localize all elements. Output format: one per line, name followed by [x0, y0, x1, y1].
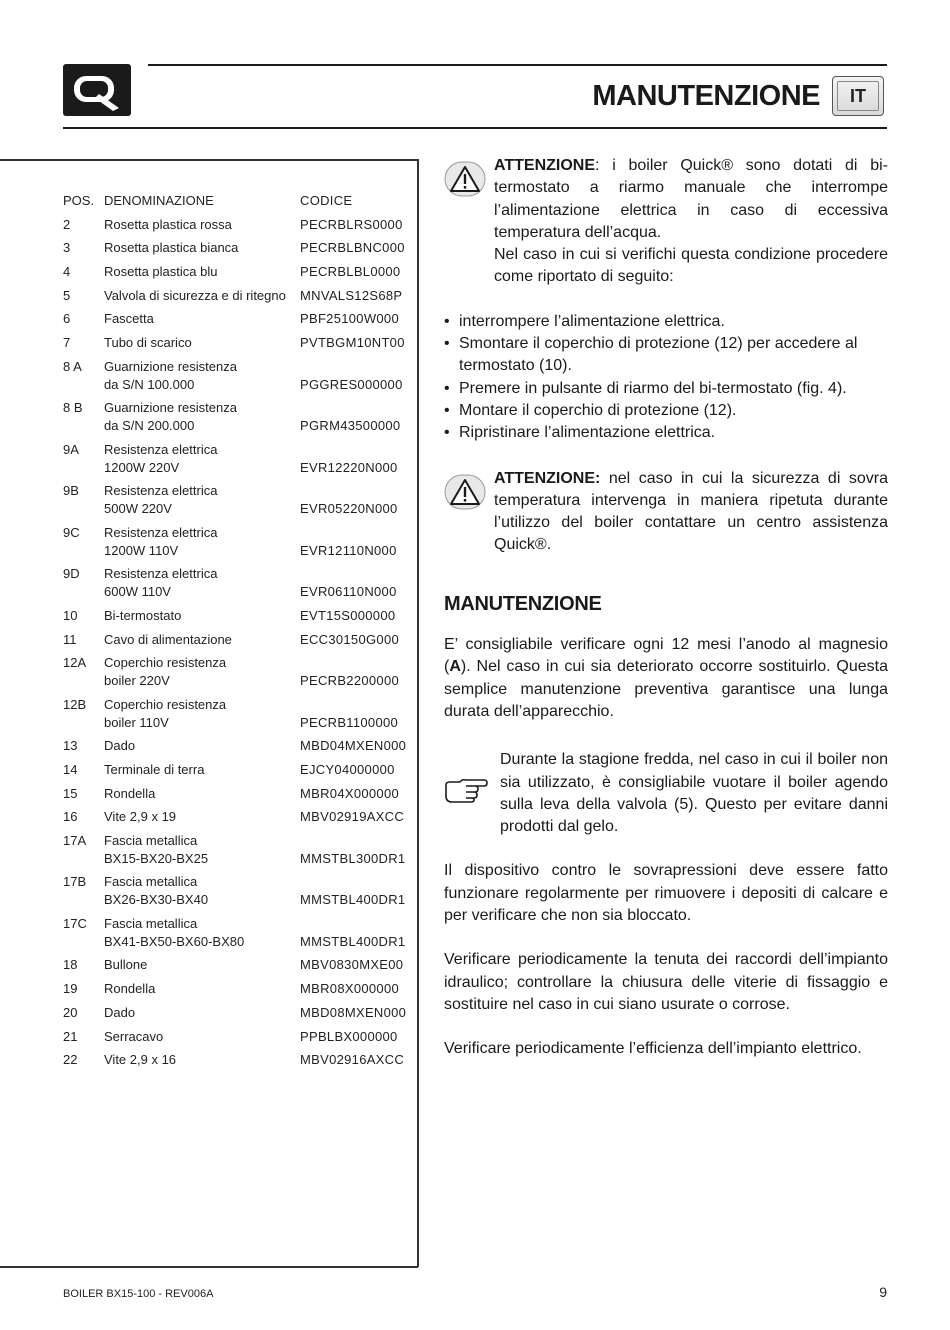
table-row	[63, 915, 406, 957]
part-code: MMSTBL400DR1	[300, 933, 406, 949]
part-name: Rondella	[104, 785, 156, 801]
part-position: 17B	[63, 874, 87, 890]
table-row	[63, 631, 403, 655]
part-code: PPBLBX000000	[300, 1028, 398, 1044]
part-position: 22	[63, 1052, 78, 1068]
part-name: Tubo di scarico	[104, 335, 192, 351]
part-name: Dado	[104, 738, 136, 754]
table-row	[63, 1004, 407, 1028]
table-row	[63, 1028, 403, 1052]
part-position: 9D	[63, 566, 80, 582]
table-frame	[0, 159, 418, 161]
part-position: 6	[63, 311, 71, 327]
part-name: Cavo di alimentazione	[104, 631, 232, 647]
part-code: EVR12220N000	[300, 459, 398, 475]
column-header-name: DENOMINAZIONE	[104, 193, 214, 208]
part-position: 10	[63, 607, 78, 623]
list-item: • Montare il coperchio di protezione (12).	[444, 400, 888, 422]
part-code: EVR12110N000	[300, 542, 397, 558]
part-position: 5	[63, 287, 71, 303]
paragraph: E’ consigliabile verificare ogni 12 mesi l’anodo al magnesio (A). Nel caso in cui sia deteriorato occorre sostituirlo. Questa semplice manutenzione preventiva garantisce una lunga durata dell’apparecchio.	[444, 636, 888, 720]
table-row	[63, 873, 406, 915]
part-code: MMSTBL400DR1	[300, 892, 406, 908]
part-name: Fascia metallica BX15-BX20-BX25	[104, 832, 209, 866]
part-code: PECRB1100000	[300, 714, 399, 730]
part-code: PECRBLRS0000	[300, 216, 403, 232]
part-position: 14	[63, 761, 78, 777]
quick-logo-icon	[63, 64, 131, 116]
table-row	[63, 358, 403, 400]
warning-block	[444, 155, 888, 289]
maintenance-content	[444, 155, 888, 1061]
part-code: PGRM43500000	[300, 418, 401, 434]
part-code: EJCY04000000	[300, 761, 395, 777]
header-rule	[63, 127, 887, 129]
warning-block	[444, 468, 888, 557]
table-row	[63, 441, 403, 483]
part-position: 9B	[63, 483, 79, 499]
part-code: MBV02916AXCC	[300, 1052, 405, 1068]
table-row	[63, 263, 403, 287]
part-position: 13	[63, 738, 78, 754]
table-row	[63, 287, 403, 311]
part-name: Resistenza elettrica 1200W 110V	[104, 524, 218, 558]
part-position: 2	[63, 216, 71, 232]
table-row	[63, 808, 403, 832]
part-code: PVTBGM10NT00	[300, 335, 405, 351]
part-position: 8 B	[63, 400, 83, 416]
document-id: BOILER BX15-100 - REV006A	[63, 1288, 214, 1300]
paragraph: Verificare periodicamente l’efficienza dell’impianto elettrico.	[444, 1040, 862, 1058]
language-badge-label: IT	[837, 81, 879, 111]
part-position: 20	[63, 1004, 78, 1020]
part-code: MNVALS12S68P	[300, 287, 403, 303]
table-row	[63, 980, 403, 1004]
part-position: 18	[63, 957, 78, 973]
part-code: ECC30150G000	[300, 631, 399, 647]
warning-triangle-icon	[444, 474, 486, 510]
part-name: Terminale di terra	[104, 761, 205, 777]
list-item: • Premere in pulsante di riarmo del bi-termostato (fig. 4).	[444, 378, 888, 400]
part-position: 16	[63, 809, 78, 825]
part-name: Resistenza elettrica 1200W 220V	[104, 441, 218, 475]
list-item: • Smontare il coperchio di protezione (12) per accedere al termostato (10).	[444, 333, 888, 378]
part-position: 12A	[63, 655, 87, 671]
note-block	[444, 749, 888, 838]
warning-label: ATTENZIONE:	[494, 469, 601, 487]
table-row	[63, 785, 403, 809]
warning-triangle-icon	[444, 161, 486, 197]
table-row	[63, 565, 403, 607]
part-name: Rosetta plastica blu	[104, 264, 218, 280]
part-name: Vite 2,9 x 19	[104, 809, 177, 825]
part-name: Valvola di sicurezza e di ritegno	[104, 287, 286, 303]
part-name: Bullone	[104, 957, 148, 973]
list-item: • interrompere l’alimentazione elettrica.	[444, 311, 888, 333]
part-code: MBV0830MXE00	[300, 957, 404, 973]
part-code: EVT15S000000	[300, 607, 396, 623]
table-row	[63, 482, 403, 524]
part-position: 8 A	[63, 358, 82, 374]
table-row	[63, 239, 403, 263]
table-frame	[417, 159, 419, 1267]
table-row	[63, 524, 403, 566]
part-code: PBF25100W000	[300, 311, 399, 327]
part-name: Rosetta plastica bianca	[104, 240, 239, 256]
part-code: MBR08X000000	[300, 981, 399, 997]
header-rule	[148, 64, 887, 66]
table-row	[63, 696, 403, 738]
paragraph: Il dispositivo contro le sovrapressioni deve essere fatto funzionare regolarmente per rimuovere i depositi di calcare e per verificare che non sia bloccato.	[444, 862, 888, 925]
part-name: Fascia metallica BX41-BX50-BX60-BX80	[104, 915, 245, 949]
table-row	[63, 956, 403, 980]
part-code: MMSTBL300DR1	[300, 850, 406, 866]
part-position: 15	[63, 785, 78, 801]
warning-text-2: Nel caso in cui si verifichi questa condizione procedere come riportato di seguito:	[494, 246, 888, 286]
table-frame	[0, 1266, 418, 1268]
paragraph: Verificare periodicamente la tenuta dei raccordi dell’impianto idraulico; controllare la chiusura delle viterie di fissaggio e sostituire nel caso in cui siano usurate o corrose.	[444, 951, 888, 1013]
part-name: Resistenza elettrica 600W 110V	[104, 566, 218, 600]
part-code: MBD08MXEN000	[300, 1004, 407, 1020]
part-code: MBV02919AXCC	[300, 809, 405, 825]
part-name: Coperchio resistenza boiler 220V	[104, 655, 227, 689]
part-name: Rosetta plastica rossa	[104, 216, 232, 232]
table-row	[63, 607, 403, 631]
part-position: 17A	[63, 832, 87, 848]
parts-table	[63, 192, 407, 1075]
part-name: Bi-termostato	[104, 607, 182, 623]
part-position: 12B	[63, 696, 87, 712]
table-row	[63, 310, 403, 334]
part-code: EVR05220N000	[300, 501, 398, 517]
part-position: 17C	[63, 915, 87, 931]
part-name: Fascia metallica BX26-BX30-BX40	[104, 874, 209, 908]
part-code: PECRBLBL0000	[300, 264, 401, 280]
warning-text: ATTENZIONE: nel caso in cui la sicurezza di sovra temperatura intervenga in maniera ripetuta durante l’utilizzo del boiler contattare un centro assistenza Quick®.	[494, 469, 888, 554]
table-row	[63, 654, 403, 696]
part-code: PECRBLBNC000	[300, 240, 405, 256]
part-code: PGGRES000000	[300, 376, 403, 392]
table-row	[63, 832, 406, 874]
part-position: 11	[63, 631, 77, 647]
part-code: EVR06110N000	[300, 584, 397, 600]
part-position: 7	[63, 335, 71, 351]
procedure-list	[444, 311, 888, 445]
part-code: MBD04MXEN000	[300, 738, 407, 754]
warning-text: ATTENZIONE: i boiler Quick® sono dotati di bi-termostato a riarmo manuale che interrompe l’alimentazione elettrica in caso di eccessiva temperatura dell’acqua. Nel caso in cui si verifichi questa condizione procedere come riportato di seguito:	[494, 155, 888, 289]
table-header-row	[63, 192, 403, 216]
table-row	[63, 216, 403, 240]
warning-label: ATTENZIONE	[494, 157, 596, 174]
part-name: Serracavo	[104, 1028, 164, 1044]
part-code: PECRB2200000	[300, 673, 399, 689]
section-title: MANUTENZIONE	[444, 592, 602, 615]
column-header-code: CODICE	[300, 193, 353, 208]
part-code: MBR04X000000	[300, 785, 399, 801]
list-item: • Ripristinare l’alimentazione elettrica.	[444, 422, 888, 444]
part-position: 21	[63, 1028, 78, 1044]
page-number: 9	[879, 1284, 887, 1300]
table-row	[63, 1051, 403, 1075]
table-row	[63, 334, 403, 358]
part-name: Fascetta	[104, 311, 154, 327]
note-text: Durante la stagione fredda, nel caso in cui il boiler non sia utilizzato, è consigliabile vuotare il boiler agendo sulla leva della valvola (5). Questo per evitare danni prodotti dal gelo.	[500, 751, 888, 836]
part-name: Rondella	[104, 981, 156, 997]
part-name: Vite 2,9 x 16	[104, 1052, 177, 1068]
table-row	[63, 737, 407, 761]
part-name: Coperchio resistenza boiler 110V	[104, 696, 227, 730]
part-position: 4	[63, 264, 71, 280]
part-position: 3	[63, 240, 71, 256]
page-title: MANUTENZIONE	[592, 80, 820, 112]
part-position: 9C	[63, 524, 80, 540]
part-name: Guarnizione resistenza da S/N 100.000	[104, 358, 237, 392]
table-row	[63, 761, 403, 785]
pointing-hand-icon	[444, 777, 488, 803]
part-position: 19	[63, 981, 78, 997]
part-name: Guarnizione resistenza da S/N 200.000	[104, 400, 237, 434]
part-position: 9A	[63, 441, 79, 457]
part-name: Dado	[104, 1004, 136, 1020]
table-row	[63, 399, 403, 441]
language-badge	[832, 76, 884, 116]
part-name: Resistenza elettrica 500W 220V	[104, 483, 218, 517]
column-header-pos: POS.	[63, 193, 95, 208]
